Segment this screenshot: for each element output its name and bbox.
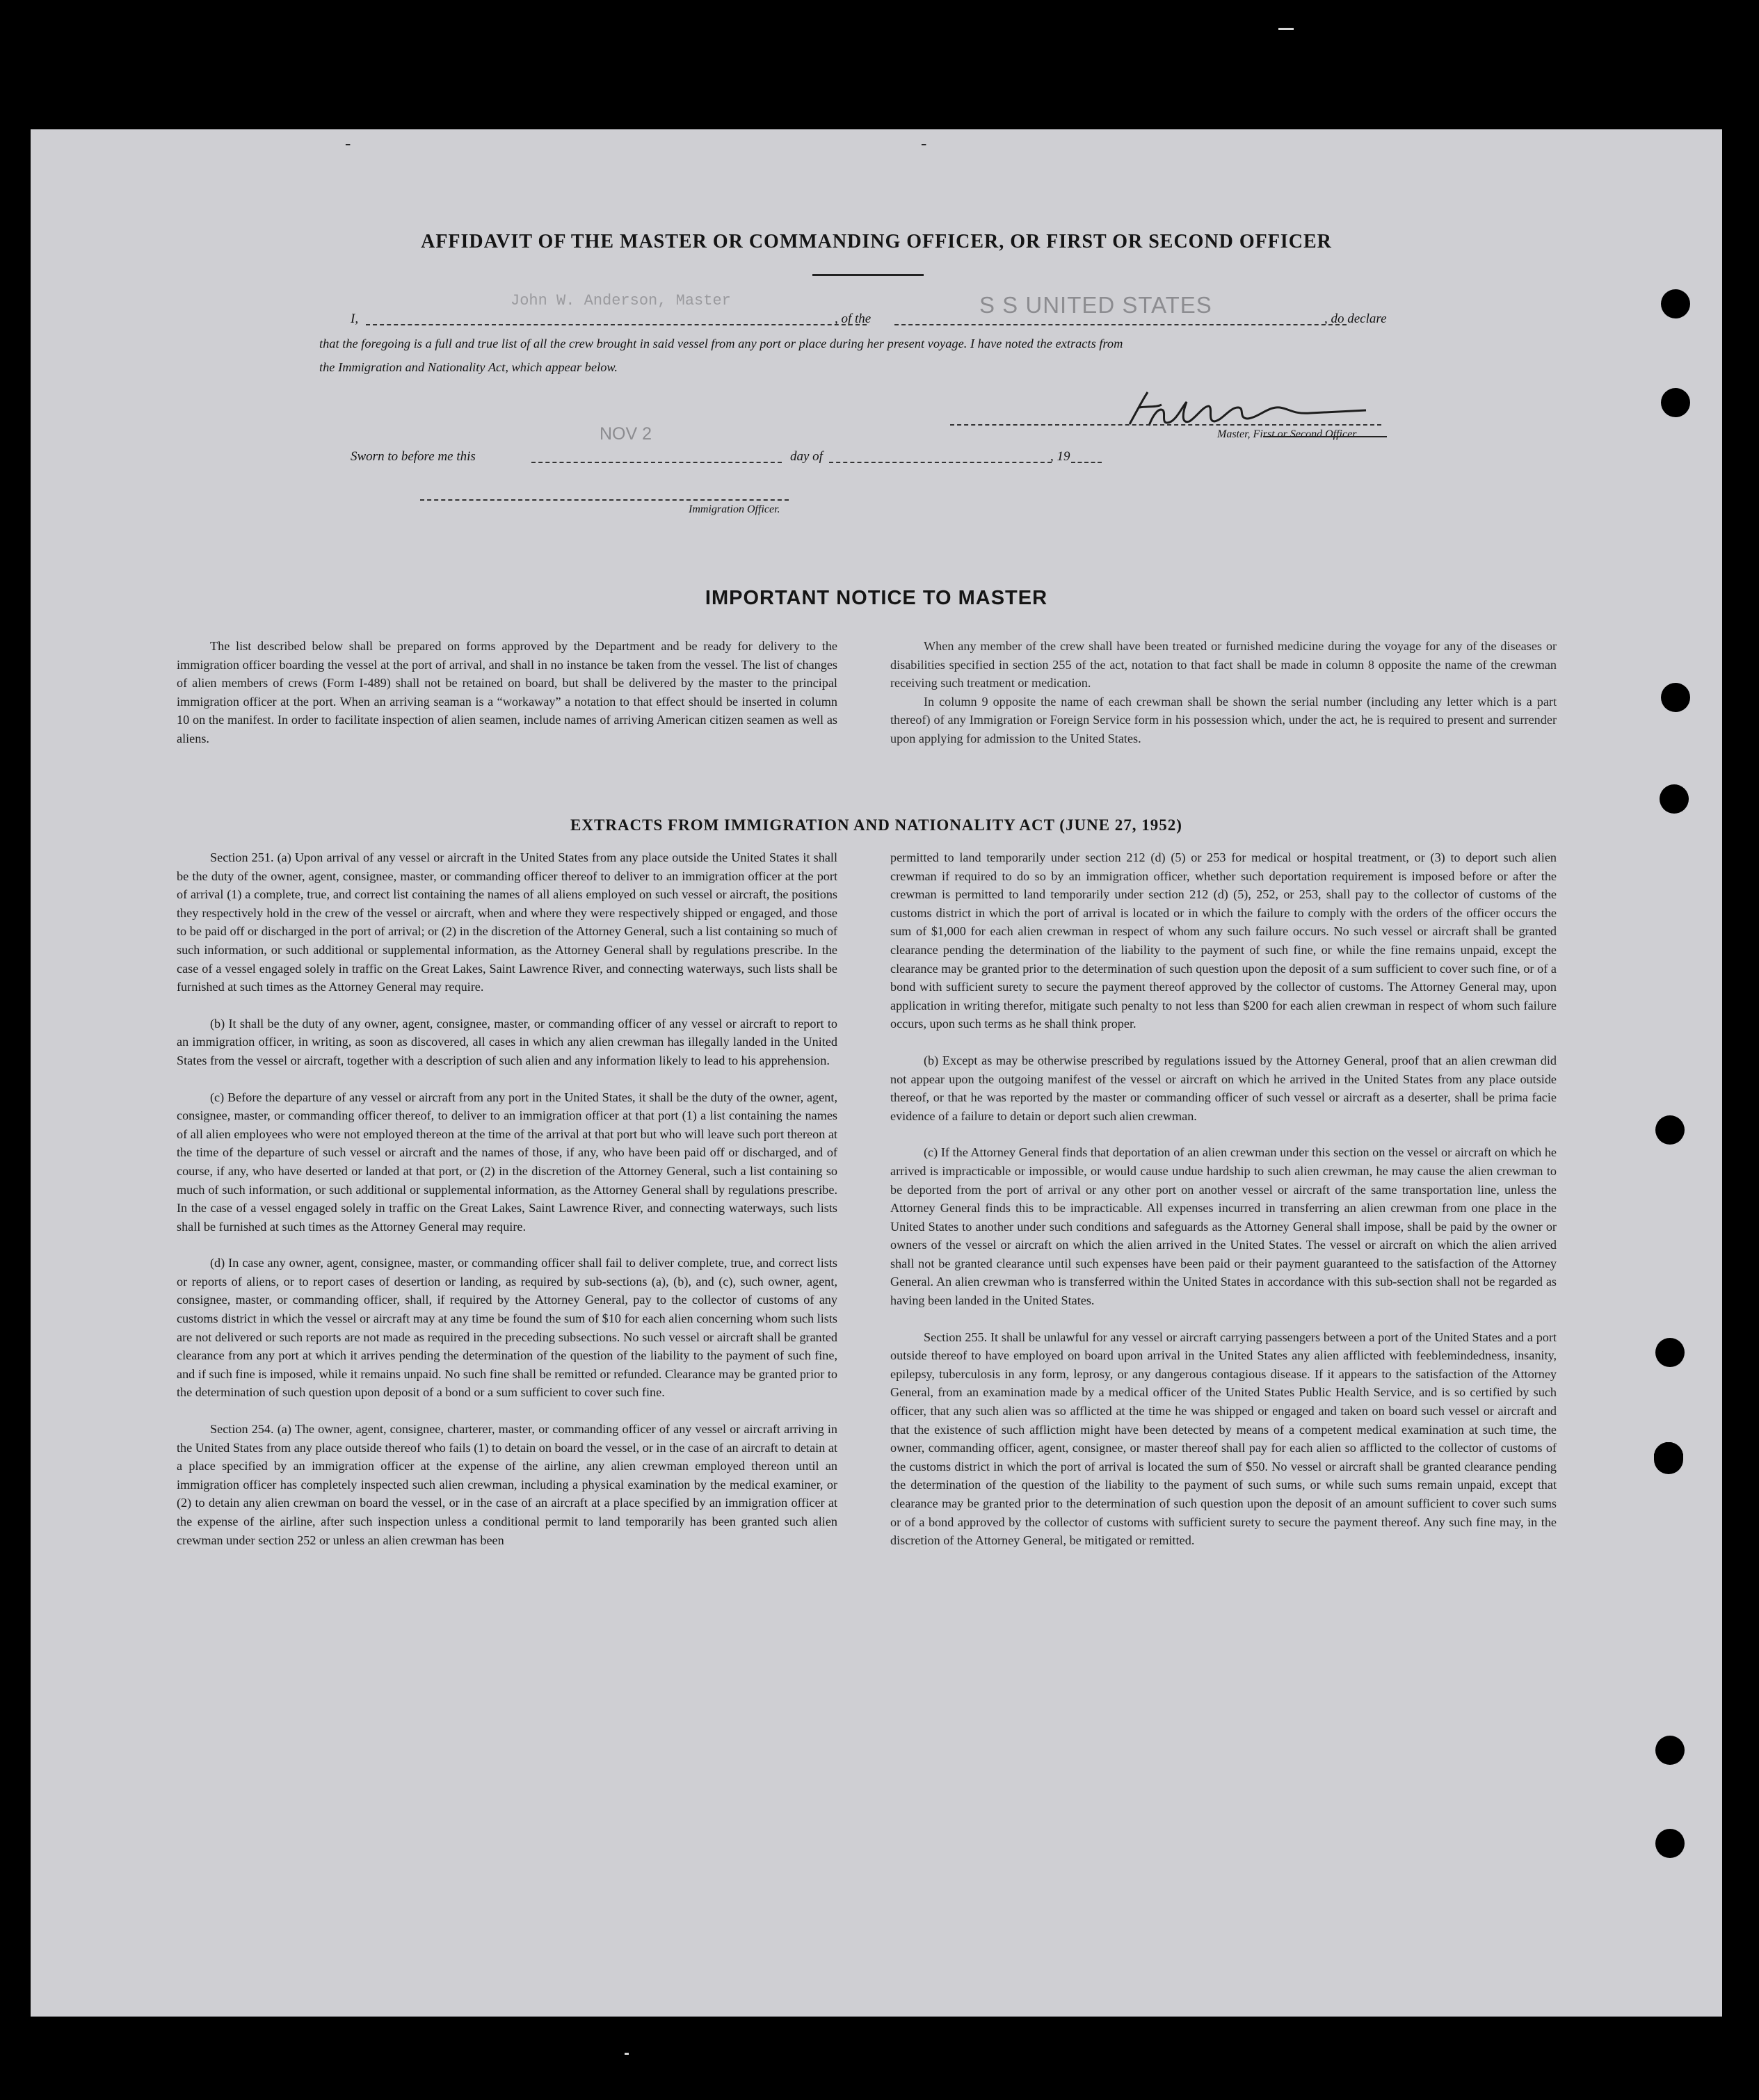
- vessel-name-value: S S UNITED STATES: [979, 292, 1212, 318]
- section-254-a-continued: permitted to land temporarily under section 212 (d) (5) or 253 for medical or hospital treatment, or (3) to deport such alien crewman if required to do so by an immigration officer, whether such deportation requirement is imposed before or after the crewman is permitted to land temporarily under section 212 (d) (5), 252, or 253, shall pay to the collector of customs of the customs district in which the port of arrival is located or in which the failure to comply with the orders of the officer occurs the sum of $1,000 for each alien crewman in respect of whom any such failure occurs. No such vessel or aircraft shall be granted clearance pending the determination of the liability to the payment of such fine, or while the fine remains unpaid, except the clearance may be granted prior to the determination of such question upon the deposit of a sum sufficient to cover such fine, or of a bond with sufficient surety to secure the payment thereof approved by the collector of customs. The Attorney General may, upon application in writing therefor, mitigate such penalty to not less than $200 for each alien crewman in respect of whom such failure occurs, upon such terms as he shall think proper.: [890, 850, 1557, 1031]
- signature-title: Master, First or Second Officer: [1217, 428, 1357, 440]
- signature-line: [950, 424, 1381, 426]
- binder-hole: [1660, 784, 1689, 814]
- notice-left-text: The list described below shall be prepared on forms approved by the Department and be ready for delivery to the immigration officer boarding the vessel at the port of arrival, and shall in no instance be taken from the vessel. The list of changes of alien members of crews (Form I-489) shall not be retained on board, but shall be delivered by the master to the principal immigration officer at the port. When an arriving seaman is a “workaway” a notation to that effect should be inserted in column 10 on the manifest. In order to facilitate inspection of alien seamen, include names of arriving American citizen seamen as well as aliens.: [177, 639, 837, 745]
- month-line: [829, 462, 1052, 463]
- master-name-value: John W. Anderson, Master: [511, 292, 731, 309]
- section-251-b: (b) It shall be the duty of any owner, agent, consignee, master, or commanding officer of any vessel or aircraft to report to an immigration officer, in writing, as soon as discovered, all cases in which any alien crewman has illegally landed in the United States from the vessel or aircraft, together with a description of such alien and any information likely to lead to his apprehension.: [177, 1016, 837, 1067]
- immigration-officer-label: Immigration Officer.: [689, 503, 780, 515]
- section-251-c: (c) Before the departure of any vessel or aircraft from any port in the United States, it shall be the duty of the owner, agent, consignee, master, or commanding officer thereof, to deliver to an immigration officer at that port (1) a list containing the names of all alien employees who were not employed thereon at the time of the arrival at that port but who will leave such port thereon at the time of the departure of such vessel or aircraft and the names of those, if any, who have been paid off or discharged, and of course, if any, who have deserted or landed at that port, or (2) in the discretion of the Attorney General, such a list containing so much of such information, or such additional or supplemental information, as the Attorney General shall by regulations prescribe. In the case of a vessel engaged solely in traffic on the Great Lakes, Saint Lawrence River, and connecting waterways, such lists shall be furnished at such times as the Attorney General may require.: [177, 1090, 837, 1234]
- section-254-b: (b) Except as may be otherwise prescribed by regulations issued by the Attorney General, proof that an alien crewman did not appear upon the outgoing manifest of the vessel or aircraft on which he arrived in the United States from any place outside thereof, or that he was reported by the master or commanding officer of such vessel or aircraft as a deserter, shall be prima facie evidence of a failure to detain or deport such alien crewman.: [890, 1053, 1557, 1123]
- binder-hole: [1654, 1442, 1683, 1471]
- binder-hole: [1661, 289, 1690, 318]
- immigration-officer-line: [420, 499, 789, 501]
- of-the-label: , of the: [835, 312, 872, 326]
- binder-hole: [1655, 1829, 1685, 1858]
- year-line: [1071, 462, 1102, 463]
- strike-through: [1263, 436, 1387, 437]
- sworn-day-line: [531, 462, 782, 463]
- extracts-title: EXTRACTS FROM IMMIGRATION AND NATIONALITY ACT (JUNE 27, 1952): [570, 816, 1182, 834]
- extracts-right-column: [890, 848, 1557, 1568]
- affidavit-statement-line1: that the foregoing is a full and true list of all the crew brought in said vessel from any port or place during her present voyage. I have noted the extracts from: [319, 337, 1123, 350]
- binder-hole: [1655, 1338, 1685, 1367]
- affidavit-i-label: I,: [351, 312, 359, 326]
- section-255: Section 255. It shall be unlawful for any vessel or aircraft carrying passengers between a port of the United States and a port outside thereof to have employed on board upon arrival in the United States any alien afflicted with feeblemindedness, insanity, epilepsy, tuberculosis in any form, leprosy, or any dangerous contagious disease. If it appears to the satisfaction of the Attorney General, from an examination made by a medical officer of the United States Public Health Service, and is so certified by such officer, that any such alien was so afflicted at the time he was shipped or engaged and taken on board such vessel or aircraft and that the existence of such affliction might have been detected by means of a competent medical examination at such time, the owner, commanding officer, agent, consignee, or master thereof shall pay for each alien so afflicted to the collector of customs of the customs district in which the port of arrival is located the sum of $50. No vessel or aircraft shall be granted clearance pending the determination of the question of the liability to the payment of such sums, or while such sums remain unpaid, except that clearance may be granted prior to the determination of such question upon the deposit of an amount sufficient to cover such sums or of a bond approved by the collector of customs with sufficient surety to secure the payment thereof. Any such fine may, in the discretion of the Attorney General, be mitigated or remitted.: [890, 1330, 1557, 1548]
- scan-speck: [625, 2053, 629, 2055]
- section-251-d: (d) In case any owner, agent, consignee, master, or commanding officer shall fail to deliver complete, true, and correct lists or reports of aliens, or to report cases of desertion or landing, as required by sub-sections (a), (b), and (c), such owner, agent, consignee, master, or commanding officer, shall, if required by the Attorney General, pay to the collector of customs of any customs district in which the vessel or aircraft may at any time be found the sum of $10 for each alien concerning whom such lists are not delivered or such reports are not made as required in the preceding subsections. No such vessel or aircraft shall be granted clearance from any port at which it arrives pending the determination of the question of the liability to the payment of such fine, and if such fine is imposed, while it remains unpaid. No such fine shall be remitted or refunded. Clearance may be granted prior to the determination of such question upon deposit of a bond or a sum sufficient to cover such fine.: [177, 1256, 837, 1400]
- binder-hole: [1655, 1736, 1685, 1765]
- scan-speck: [1278, 28, 1294, 30]
- notice-title: IMPORTANT NOTICE TO MASTER: [705, 587, 1048, 609]
- section-254-a: Section 254. (a) The owner, agent, consignee, charterer, master, or commanding officer of any vessel or aircraft arriving in the United States from any place outside thereof who fails (1) to detain on board the vessel, or in the case of an aircraft to detain at a place specified by an immigration officer at the expense of the airline, any alien crewman employed thereon until an immigration officer has completely inspected such alien crewman, including a physical examination by the medical examiner, or (2) to detain any alien crewman on board the vessel, or in the case of an aircraft at a place specified by an immigration officer at the expense of the airline, after such inspection unless a conditional permit to land temporarily has been granted such alien crewman under section 252 or unless an alien crewman has been: [177, 1422, 837, 1547]
- binder-hole: [1661, 683, 1690, 712]
- day-of-label: day of: [790, 449, 823, 464]
- corner-mark: -: [921, 134, 927, 153]
- extracts-left-column: [177, 848, 837, 1567]
- document-page: [31, 129, 1722, 2017]
- binder-hole: [1655, 1115, 1685, 1145]
- title-rule: [812, 274, 924, 276]
- binder-hole: [1661, 388, 1690, 417]
- declare-label: , do declare: [1324, 312, 1387, 326]
- section-254-c: (c) If the Attorney General finds that deportation of an alien crewman under this section on the vessel or aircraft on which he arrived is impracticable or impossible, or would cause undue hardship to such alien crewman, he may cause the alien crewman to be deported from the port of arrival or any other port on another vessel or aircraft of the same transportation line, unless the Attorney General finds this to be impracticable. All expenses incurred in transferring an alien crewman from one place in the United States to another under such conditions and safeguards as the Attorney General shall impose, shall be paid by the owner or owners of the vessel or aircraft on which the alien arrived in the United States. The vessel or aircraft on which the alien arrived shall not be granted clearance until such expenses have been paid or their payment guaranteed to the satisfaction of the Attorney General. An alien crewman who is transferred within the United States in accordance with this sub-section shall not be regarded as having been landed in the United States.: [890, 1145, 1557, 1308]
- sworn-date-stamp: NOV 2: [600, 424, 652, 444]
- sworn-label: Sworn to before me this: [351, 449, 476, 464]
- affidavit-statement-line2: the Immigration and Nationality Act, which appear below.: [319, 360, 618, 374]
- name-line: [366, 324, 867, 325]
- vessel-line: [894, 324, 1347, 325]
- corner-mark: -: [345, 134, 351, 153]
- notice-right-paragraph: [890, 637, 1557, 748]
- affidavit-title: AFFIDAVIT OF THE MASTER OR COMMANDING OFFICER, OR FIRST OR SECOND OFFICER: [421, 231, 1332, 252]
- notice-left-paragraph: [177, 637, 837, 748]
- notice-right-text-1: When any member of the crew shall have been treated or furnished medicine during the voyage for any of the diseases or disabilities specified in section 255 of the act, notation to that fact shall be made in column 8 opposite the name of the crewman receiving such treatment or medication.: [890, 639, 1557, 690]
- section-251-a: Section 251. (a) Upon arrival of any vessel or aircraft in the United States from any place outside the United States it shall be the duty of the owner, agent, consignee, master, or commanding officer thereof to deliver to an immigration officer at the port of arrival (1) a complete, true, and correct list containing the names of all aliens employed on such vessel or aircraft, the positions they respectively hold in the crew of the vessel or aircraft, when and where they were respectively shipped or engaged, and those to be paid off or discharged in the port of arrival; or (2) in the discretion of the Attorney General, such a list containing so much of such information, or such additional or supplemental information, as the Attorney General shall by regulations prescribe. In the case of a vessel engaged solely in traffic on the Great Lakes, Saint Lawrence River, and connecting waterways, such lists shall be furnished at such times as the Attorney General may require.: [177, 850, 837, 994]
- notice-right-text-2: In column 9 opposite the name of each crewman shall be shown the serial number (including any letter which is a part thereof) of any Immigration or Foreign Service form in his possession which, under the act, he is required to present and surrender upon applying for admission to the United States.: [890, 694, 1557, 745]
- year-label: , 19: [1050, 449, 1070, 464]
